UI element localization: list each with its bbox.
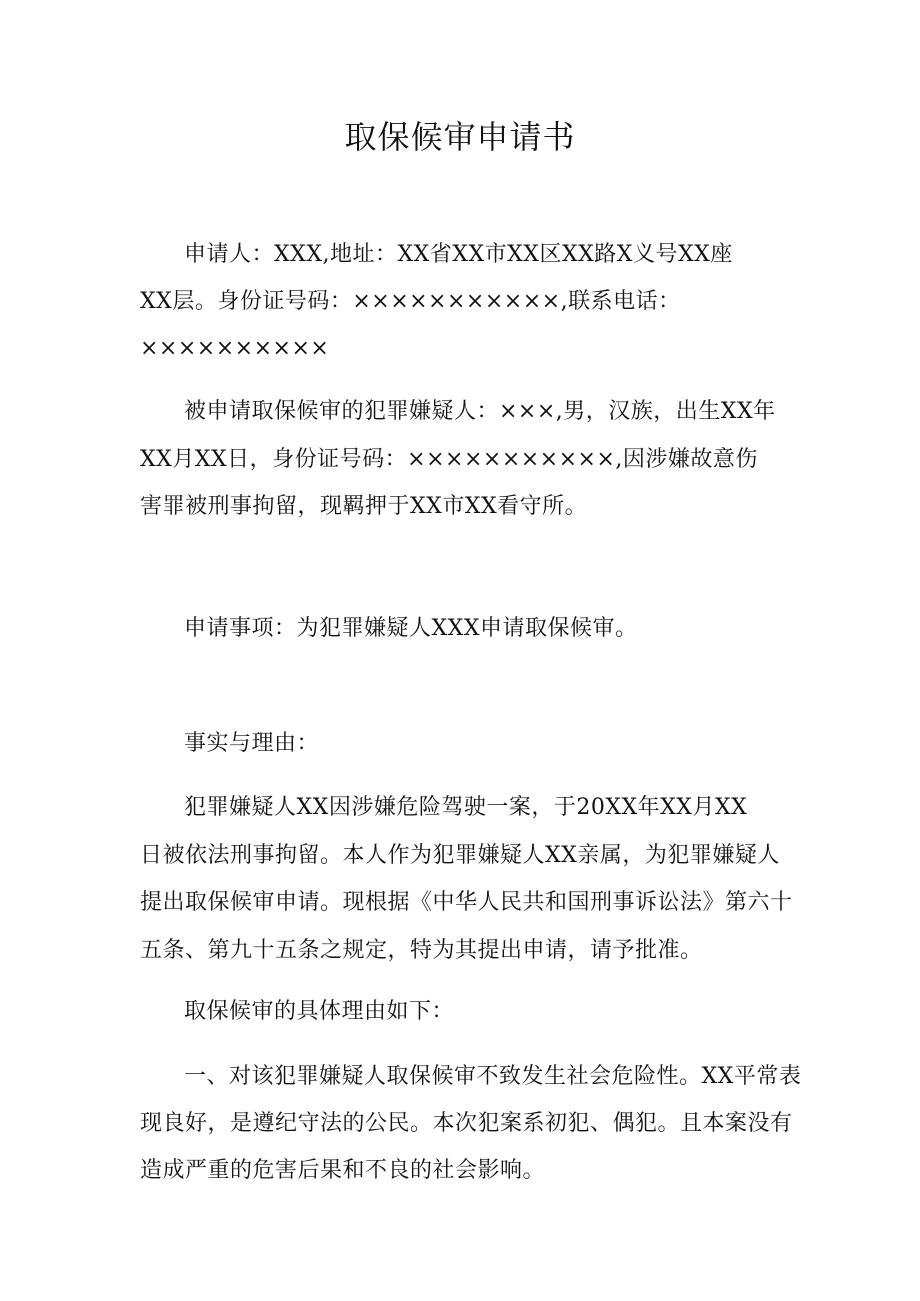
document-title: 取保候审申请书 (344, 118, 576, 156)
text-line: 事实与理由： (184, 731, 320, 756)
text-line: 造成严重的危害后果和不良的社会影响。 (140, 1158, 546, 1183)
text-line: 提出取保候审申请。现根据《中华人民共和国刑事诉讼法》第六十 (140, 890, 793, 915)
text-line: 日被依法刑事拘留。本人作为犯罪嫌疑人XX亲属，为犯罪嫌疑人 (140, 843, 780, 868)
text-line: 一、对该犯罪嫌疑人取保候审不致发生社会危险性。XX平常表 (184, 1064, 802, 1089)
text-line: 申请人：XXX,地址：XX省XX市XX区XX路X义号XX座 (184, 242, 733, 267)
text-line: XX层。身份证号码：×××××××××××,联系电话： (140, 289, 681, 314)
text-line: ×××××××××× (140, 336, 330, 361)
text-line: 取保候审的具体理由如下： (184, 999, 455, 1024)
text-line: 申请事项：为犯罪嫌疑人XXX申请取保候审。 (184, 616, 638, 641)
text-line: 现良好，是遵纪守法的公民。本次犯案系初犯、偶犯。且本案没有 (140, 1111, 793, 1136)
text-line: XX月XX日，身份证号码：×××××××××××,因涉嫌故意伤 (140, 447, 758, 472)
text-line: 犯罪嫌疑人XX因涉嫌危险驾驶一案，于20XX年XX月XX (184, 795, 748, 820)
text-line: 害罪被刑事拘留，现羁押于XX市XX看守所。 (140, 494, 588, 519)
text-line: 五条、第九十五条之规定，特为其提出申请，请予批准。 (140, 938, 703, 963)
text-line: 被申请取保候审的犯罪嫌疑人：×××,男，汉族，出生XX年 (184, 399, 776, 424)
